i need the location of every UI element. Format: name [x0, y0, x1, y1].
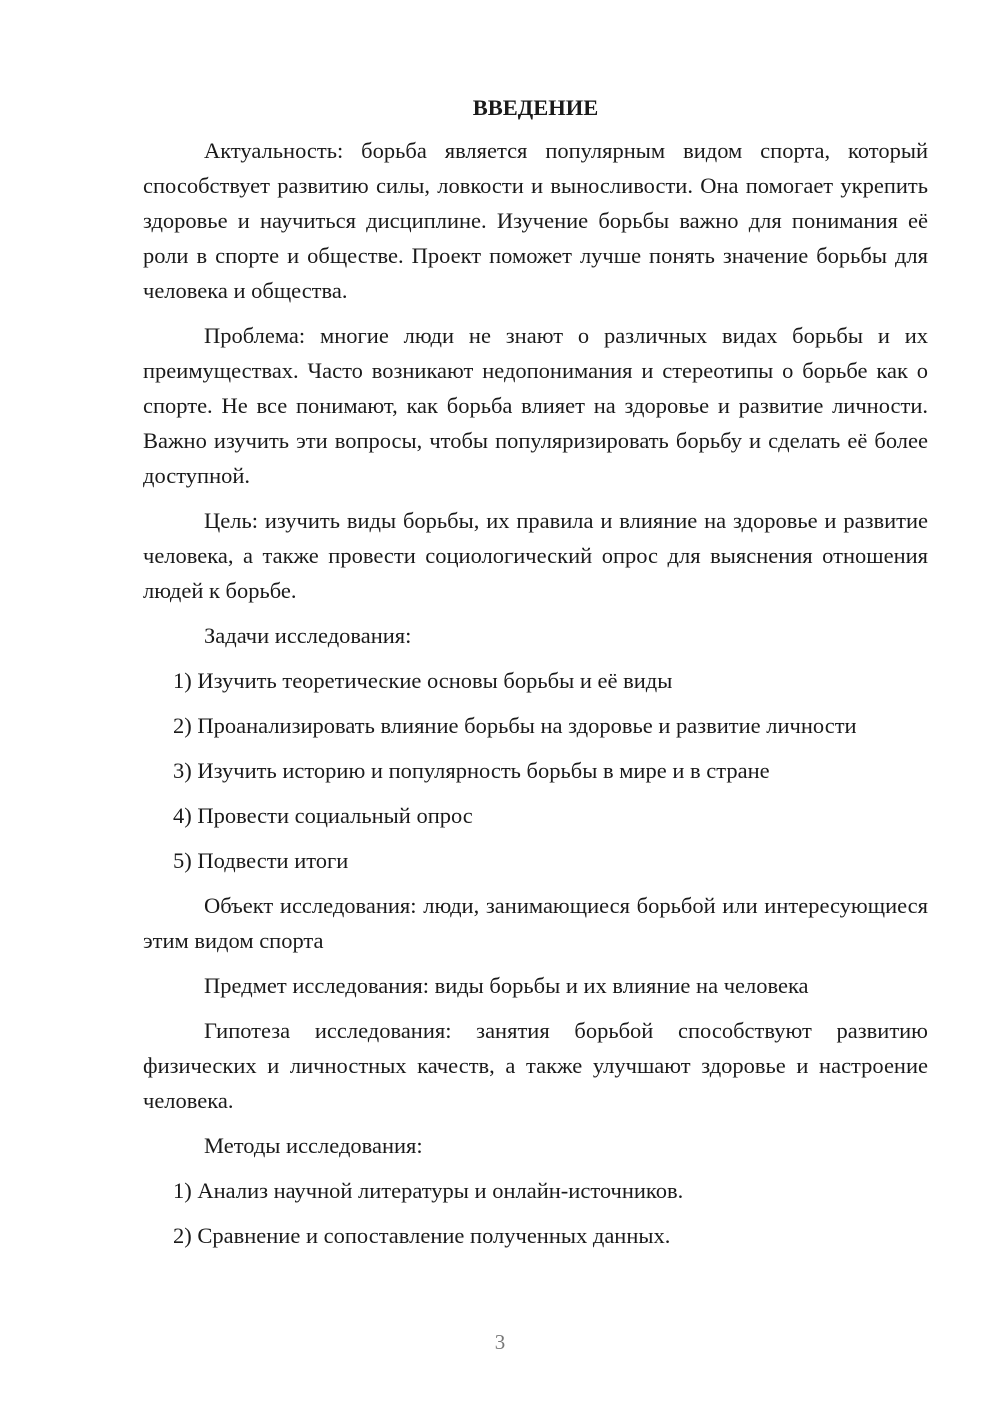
hypothesis-paragraph: Гипотеза исследования: занятия борьбой способствуют развитию физических и личностных качеств, а также улучшают здоровье и настроение человека. — [143, 1018, 928, 1113]
task-item: 2) Проанализировать влияние борьбы на здоровье и развитие личности — [173, 713, 857, 738]
goal-paragraph: Цель: изучить виды борьбы, их правила и влияние на здоровье и развитие человека, а также провести социологический опрос для выяснения отношения людей к борьбе. — [143, 508, 928, 603]
tasks-heading: Задачи исследования: — [204, 623, 412, 648]
task-item: 5) Подвести итоги — [173, 848, 349, 873]
document-page — [143, 90, 928, 1263]
relevance-paragraph: Актуальность: борьба является популярным видом спорта, который способствует развитию силы, ловкости и выносливости. Она помогает укрепить здоровье и научиться дисциплине. Изучение борьбы важно для понимания её роли в спорте и обществе. Проект поможет лучше понять значение борьбы для человека и общества. — [143, 138, 928, 303]
tasks-list — [143, 663, 928, 878]
problem-paragraph: Проблема: многие люди не знают о различных видах борьбы и их преимуществах. Часто возникают недопонимания и стереотипы о борьбе как о спорте. Не все понимают, как борьба влияет на здоровье и развитие личности. Важно изучить эти вопросы, чтобы популяризировать борьбу и сделать её более доступной. — [143, 323, 928, 488]
subject-paragraph: Предмет исследования: виды борьбы и их влияние на человека — [204, 973, 809, 998]
method-item: 2) Сравнение и сопоставление полученных данных. — [173, 1223, 671, 1248]
methods-heading: Методы исследования: — [204, 1133, 423, 1158]
task-item: 3) Изучить историю и популярность борьбы в мире и в стране — [173, 758, 770, 783]
page-title: ВВЕДЕНИЕ — [472, 95, 599, 120]
page-number: 3 — [494, 1330, 506, 1354]
methods-list — [143, 1173, 928, 1253]
object-paragraph: Объект исследования: люди, занимающиеся борьбой или интересующиеся этим видом спорта — [143, 893, 928, 953]
task-item: 4) Провести социальный опрос — [173, 803, 473, 828]
method-item: 1) Анализ научной литературы и онлайн-источников. — [173, 1178, 684, 1203]
task-item: 1) Изучить теоретические основы борьбы и её виды — [173, 668, 673, 693]
